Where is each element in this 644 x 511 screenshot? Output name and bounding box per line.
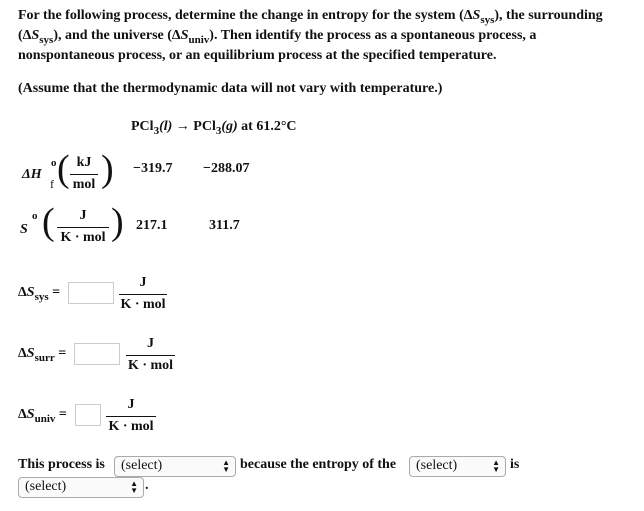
- dh-label: ΔH: [22, 167, 42, 182]
- sentence-part-3: is: [510, 457, 520, 472]
- ds-surr-input[interactable]: [74, 343, 120, 365]
- intro-line-3: nonspontaneous process, or an equilibrium process at the specified temperature.: [18, 48, 497, 63]
- dssys-label: $\Delta S_{sys}$ =: [18, 285, 61, 303]
- intro-line-1: [18, 8, 603, 26]
- dh-unit: [70, 155, 98, 193]
- unit-den: K · mol: [120, 297, 166, 312]
- s-label: S: [20, 222, 28, 237]
- dsuniv-unit: [106, 397, 156, 435]
- text: 3: [153, 125, 160, 137]
- sentence-period: .: [145, 478, 149, 493]
- dh-sub: f: [50, 177, 54, 191]
- text: PCl: [193, 119, 216, 134]
- text: ). Then identify the process as a spontaneous process, a: [209, 28, 537, 43]
- text: ), the surrounding: [494, 8, 603, 23]
- text: S: [472, 8, 481, 23]
- dh-sup: o: [51, 157, 57, 169]
- text: (g): [221, 119, 238, 134]
- assumption: (Assume that the thermodynamic data will not vary with temperature.): [18, 81, 443, 96]
- paren-open: (: [42, 201, 55, 243]
- s-product-value: 311.7: [209, 218, 240, 233]
- text: sys: [39, 34, 54, 46]
- unit-den: K · mol: [127, 358, 174, 373]
- unit-den: K · mol: [108, 419, 154, 434]
- s-reactant-value: 217.1: [136, 218, 168, 233]
- unit-num: J: [106, 397, 156, 417]
- entropy-change-select[interactable]: (select) ▲ ▼: [18, 477, 144, 498]
- dssurr-label: $\Delta S_{surr}$ =: [18, 346, 67, 364]
- unit-num: kJ: [70, 155, 98, 175]
- text: at 61.2°C: [241, 119, 297, 134]
- select-arrows-icon: ▲ ▼: [222, 458, 230, 474]
- dssys-unit: [119, 275, 167, 313]
- s-unit: [57, 208, 109, 246]
- text: sys: [480, 14, 495, 26]
- s-sup: o: [32, 210, 38, 222]
- sentence-part-2: because the entropy of the: [240, 457, 397, 472]
- text: univ: [188, 34, 210, 46]
- ds-univ-input[interactable]: [75, 404, 101, 426]
- text: 3: [215, 125, 222, 137]
- entropy-of-select[interactable]: (select) ▲ ▼: [409, 456, 506, 477]
- unit-num: J: [57, 208, 109, 228]
- text: (l): [159, 119, 173, 134]
- dssurr-unit: [126, 336, 175, 374]
- unit-den: K · mol: [60, 230, 106, 245]
- unit-num: J: [126, 336, 175, 356]
- unit-den: mol: [72, 177, 96, 192]
- dh-reactant-value: −319.7: [133, 161, 173, 176]
- text: (Δ: [18, 28, 32, 43]
- text: For the following process, determine the change in entropy for the system (Δ: [18, 8, 473, 23]
- reaction: [131, 119, 297, 137]
- process-type-select[interactable]: (select) ▲ ▼: [114, 456, 236, 477]
- select-arrows-icon: ▲ ▼: [130, 479, 138, 495]
- arrow-icon: →: [175, 119, 190, 134]
- text: S: [31, 28, 40, 43]
- dh-product-value: −288.07: [203, 161, 250, 176]
- select-arrows-icon: ▲ ▼: [492, 458, 500, 474]
- dsuniv-label: $\Delta S_{univ}$ =: [18, 407, 67, 425]
- paren-close: ): [101, 148, 114, 190]
- text: PCl: [131, 119, 154, 134]
- intro-line-2: [18, 28, 536, 46]
- sentence-part-1: This process is: [18, 457, 105, 472]
- paren-open: (: [57, 148, 70, 190]
- ds-sys-input[interactable]: [68, 282, 114, 304]
- paren-close: ): [111, 201, 124, 243]
- unit-num: J: [119, 275, 167, 295]
- text: S: [180, 28, 189, 43]
- text: ), and the universe (Δ: [53, 28, 181, 43]
